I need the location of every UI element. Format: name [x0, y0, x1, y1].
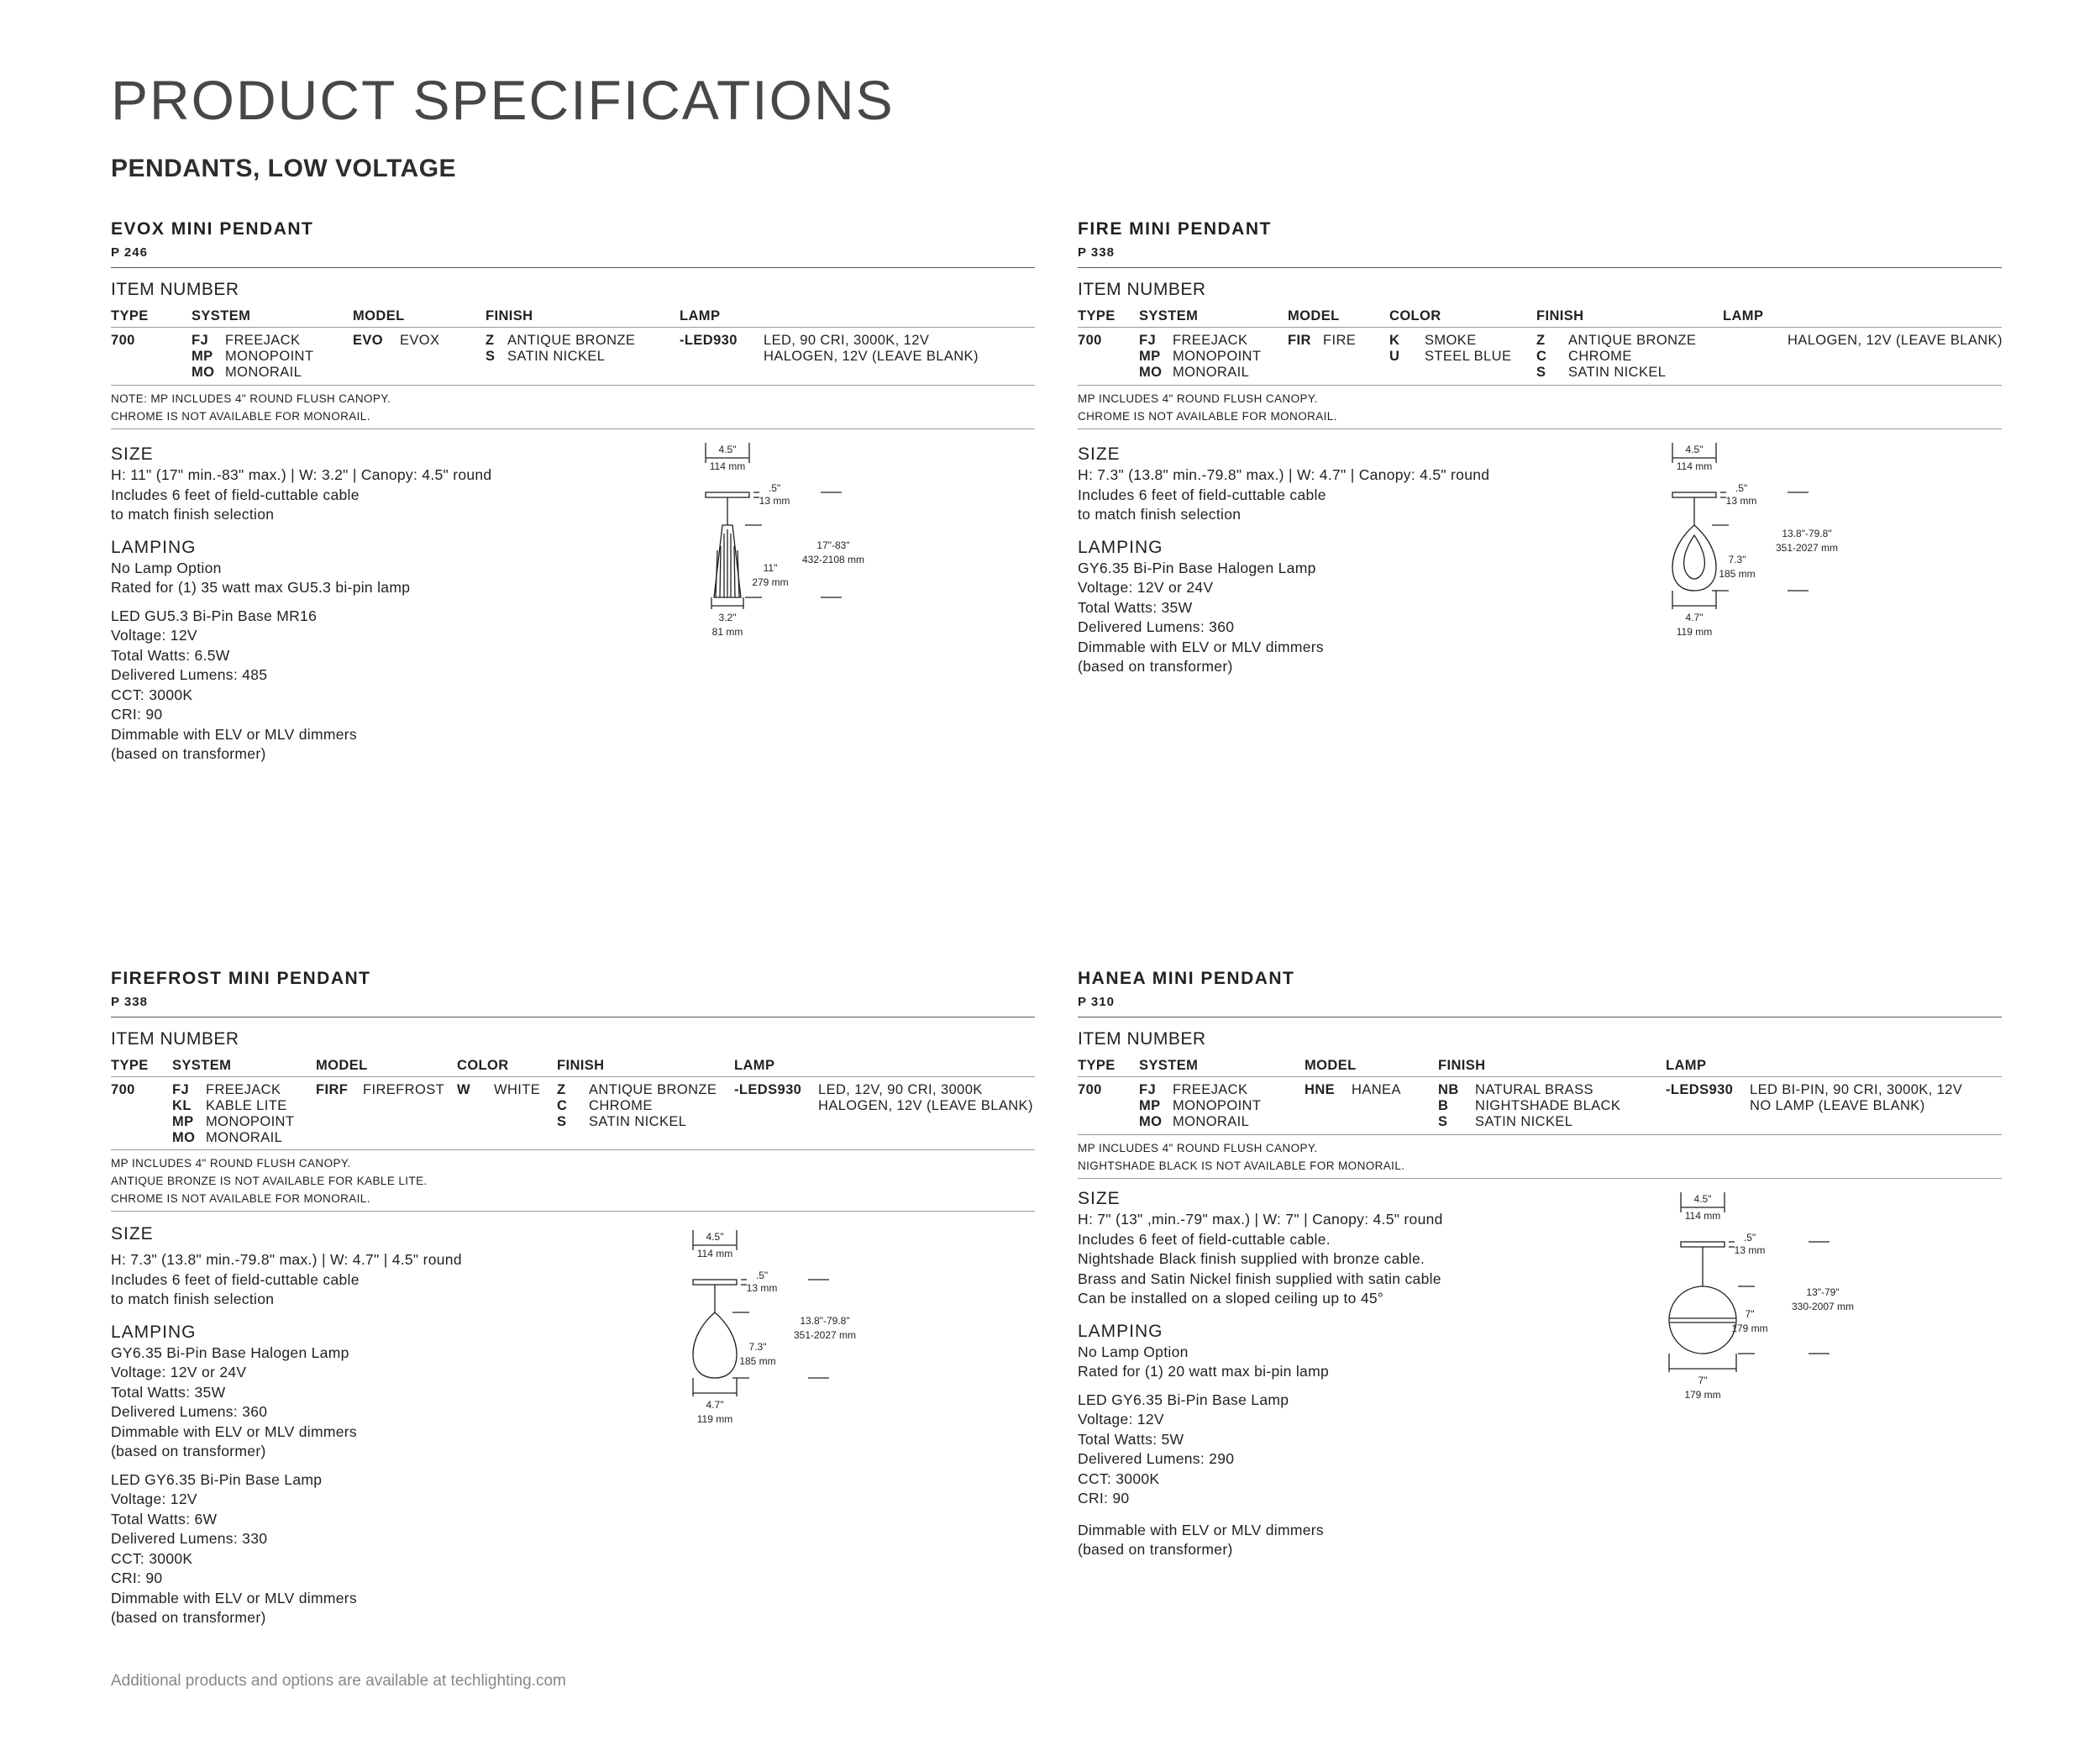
model-option: EVO EVOX	[353, 333, 440, 348]
dim-stem: .5"	[1743, 1232, 1756, 1244]
divider	[1078, 267, 2002, 268]
dim-height: 7.3"	[748, 1341, 767, 1353]
dim-stem-mm: 13 mm	[1734, 1244, 1766, 1256]
dim-canopy: 4.5"	[706, 1231, 724, 1243]
option: W WHITE	[457, 1082, 541, 1097]
header-lamp: LAMP	[734, 1058, 775, 1073]
lamp-options: LED, 12V, 90 CRI, 3000K HALOGEN, 12V (LEAVE BLANK)	[818, 1082, 1033, 1113]
option: C CHROME	[1536, 349, 1632, 364]
spec-table-body	[111, 328, 1035, 386]
dim-stem: .5"	[768, 482, 781, 494]
lamp-code: -LED930	[680, 333, 738, 348]
option: MP MONOPOINT	[1139, 349, 1262, 364]
header-color: COLOR	[1389, 308, 1441, 323]
dim-height-mm: 185 mm	[1719, 568, 1756, 580]
dim-width-mm: 179 mm	[1684, 1389, 1721, 1401]
evox-dimension-drawing	[581, 441, 917, 710]
finish-options	[557, 1082, 717, 1130]
option: C CHROME	[557, 1098, 653, 1113]
product-name: FIRE MINI PENDANT	[1078, 219, 1272, 239]
dim-width: 7"	[1698, 1375, 1708, 1386]
header-model: MODEL	[316, 1058, 368, 1073]
header-type: TYPE	[1078, 308, 1116, 323]
item-number-heading: ITEM NUMBER	[111, 280, 239, 299]
dim-width: 3.2"	[718, 612, 737, 623]
dim-overall: 13.8"-79.8"	[1782, 528, 1832, 539]
type-value: 700	[111, 1082, 135, 1097]
product-info: SIZE H: 7.3" (13.8" min.-79.8" max.) | W: 4.7" | Canopy: 4.5" round Includes 6 feet of field-cuttable cable to match finish selection LAMPING GY6.35 Bi-Pin Base Halogen Lamp Voltage: 12V or 24V Total Watts: 35W Delivered Lumens: 360 Dimmable with ELV or MLV dimmers (based on transformer)	[1078, 444, 1515, 677]
footer-note: Additional products and options are available at techlighting.com	[111, 1672, 566, 1690]
system-options	[172, 1082, 294, 1146]
option: K SMOKE	[1389, 333, 1477, 348]
size-heading: SIZE	[111, 444, 154, 464]
dim-canopy: 4.5"	[1685, 444, 1704, 455]
page-title: PRODUCT SPECIFICATIONS	[111, 69, 895, 131]
lamping-heading: LAMPING	[1078, 537, 1163, 557]
lamp-options: LED, 90 CRI, 3000K, 12V HALOGEN, 12V (LEAVE BLANK)	[764, 333, 979, 364]
lamping-heading: LAMPING	[111, 537, 197, 557]
system-options	[1139, 333, 1261, 381]
option: FJ FREEJACK	[1139, 1082, 1248, 1097]
model-option: FIRF FIREFROST	[316, 1082, 445, 1097]
lamping-heading: LAMPING	[111, 1322, 197, 1342]
dim-overall-mm: 432-2108 mm	[801, 554, 865, 565]
spec-table-body	[111, 1077, 1035, 1150]
spec-notes: NOTE: MP INCLUDES 4" ROUND FLUSH CANOPY. CHROME IS NOT AVAILABLE FOR MONORAIL.	[111, 386, 1035, 429]
dim-canopy-mm: 114 mm	[696, 1248, 733, 1259]
option: FJ FREEJACK	[1139, 333, 1248, 348]
dim-height-mm: 279 mm	[752, 576, 789, 588]
dim-canopy: 4.5"	[1693, 1193, 1712, 1205]
dim-overall-mm: 351-2027 mm	[1775, 542, 1839, 554]
option: MP MONOPOINT	[192, 349, 314, 364]
dim-overall: 17"-83"	[816, 539, 850, 551]
dim-height: 11"	[763, 562, 778, 574]
option: Z ANTIQUE BRONZE	[486, 333, 636, 348]
lamping-heading: LAMPING	[1078, 1321, 1163, 1341]
dim-canopy-mm: 114 mm	[709, 460, 746, 472]
finish-options	[486, 333, 635, 365]
header-color: COLOR	[457, 1058, 509, 1073]
option: FJ FREEJACK	[172, 1082, 281, 1097]
dim-overall-mm: 330-2007 mm	[1791, 1301, 1855, 1312]
dim-stem-mm: 13 mm	[746, 1282, 778, 1294]
divider	[111, 267, 1035, 268]
option: MP MONOPOINT	[1139, 1098, 1262, 1113]
model-option: FIR FIRE	[1288, 333, 1357, 348]
color-options	[1389, 333, 1511, 365]
product-page-code: P 338	[1078, 245, 1115, 260]
header-lamp: LAMP	[680, 308, 721, 323]
product-name: HANEA MINI PENDANT	[1078, 969, 1295, 988]
spec-notes: MP INCLUDES 4" ROUND FLUSH CANOPY. NIGHTSHADE BLACK IS NOT AVAILABLE FOR MONORAIL.	[1078, 1135, 2002, 1179]
dim-stem: .5"	[755, 1270, 769, 1281]
option: Z ANTIQUE BRONZE	[1536, 333, 1697, 348]
item-number-heading: ITEM NUMBER	[1078, 1029, 1206, 1049]
header-finish: FINISH	[557, 1058, 605, 1073]
option: S SATIN NICKEL	[1536, 365, 1667, 380]
header-type: TYPE	[1078, 1058, 1116, 1073]
type-value: 700	[111, 333, 135, 348]
header-system: SYSTEM	[172, 1058, 232, 1073]
header-lamp: LAMP	[1723, 308, 1764, 323]
firefrost-dimension-drawing	[569, 1228, 905, 1447]
header-model: MODEL	[1305, 1058, 1357, 1073]
item-number-heading: ITEM NUMBER	[111, 1029, 239, 1049]
dim-stem-mm: 13 mm	[759, 495, 790, 507]
header-lamp: LAMP	[1666, 1058, 1707, 1073]
spec-table-header	[111, 1054, 1035, 1077]
spec-table-body	[1078, 328, 2002, 386]
hanea-dimension-drawing	[1548, 1191, 1901, 1426]
lamp-options: LED BI-PIN, 90 CRI, 3000K, 12V NO LAMP (LEAVE BLANK)	[1750, 1082, 1963, 1113]
lamp-code: -LEDS930	[1666, 1082, 1734, 1097]
dim-height-mm: 185 mm	[739, 1355, 776, 1367]
option: MO MONORAIL	[192, 365, 302, 380]
header-model: MODEL	[353, 308, 405, 323]
option: S SATIN NICKEL	[557, 1114, 687, 1129]
option: FJ FREEJACK	[192, 333, 301, 348]
finish-options	[1438, 1082, 1620, 1130]
dim-overall: 13"-79"	[1806, 1286, 1840, 1298]
product-page-code: P 338	[111, 995, 148, 1009]
dim-height-mm: 179 mm	[1731, 1322, 1768, 1334]
option: MO MONORAIL	[172, 1130, 283, 1145]
header-finish: FINISH	[1438, 1058, 1486, 1073]
header-model: MODEL	[1288, 308, 1340, 323]
size-heading: SIZE	[1078, 444, 1121, 464]
product-firefrost	[111, 968, 1035, 1626]
spec-table-header	[111, 305, 1035, 328]
option: MO MONORAIL	[1139, 365, 1250, 380]
header-type: TYPE	[111, 1058, 149, 1073]
product-hanea	[1078, 968, 2002, 1558]
product-info: SIZE H: 11" (17" min.-83" max.) | W: 3.2" | Canopy: 4.5" round Includes 6 feet of field-cuttable cable to match finish selection LAMPING No Lamp Option Rated for (1) 35 watt max GU5.3 bi-pin lamp LED GU5.3 Bi-Pin Base MR16 Voltage: 12V Total Watts: 6.5W Delivered Lumens: 485 CCT: 3000K CRI: 90 Dimmable with ELV or MLV dimmers (based on transformer)	[111, 444, 548, 765]
spec-table-header	[1078, 305, 2002, 328]
header-finish: FINISH	[486, 308, 533, 323]
system-options	[192, 333, 313, 381]
dim-width-mm: 81 mm	[711, 626, 743, 638]
option: B NIGHTSHADE BLACK	[1438, 1098, 1621, 1113]
product-info: SIZE H: 7" (13" ,min.-79" max.) | W: 7" | Canopy: 4.5" round Includes 6 feet of field-cuttable cable. Nightshade Black finish supplied with bronze cable. Brass and Satin Nickel finish supplied with satin cable Can be installed on a sloped ceiling up to 45° LAMPING No Lamp Option Rated for (1) 20 watt max bi-pin lamp LED GY6.35 Bi-Pin Base Lamp Voltage: 12V Total Watts: 5W Delivered Lumens: 290 CCT: 3000K CRI: 90 Dimmable with ELV or MLV dimmers (based on transformer)	[1078, 1188, 1515, 1560]
spec-notes: MP INCLUDES 4" ROUND FLUSH CANOPY. CHROME IS NOT AVAILABLE FOR MONORAIL.	[1078, 386, 2002, 429]
finish-options	[1536, 333, 1696, 381]
header-system: SYSTEM	[1139, 308, 1199, 323]
type-value: 700	[1078, 333, 1102, 348]
dim-width-mm: 119 mm	[1676, 626, 1713, 638]
fire-dimension-drawing	[1548, 441, 1884, 660]
lamp-options: HALOGEN, 12V (LEAVE BLANK)	[1788, 333, 2003, 348]
option: KL KABLE LITE	[172, 1098, 287, 1113]
size-heading: SIZE	[1078, 1189, 1121, 1208]
header-system: SYSTEM	[1139, 1058, 1199, 1073]
dim-width-mm: 119 mm	[696, 1413, 733, 1425]
page-subtitle: PENDANTS, LOW VOLTAGE	[111, 155, 457, 182]
dim-width: 4.7"	[706, 1399, 724, 1411]
dim-width: 4.7"	[1685, 612, 1704, 623]
dim-height: 7.3"	[1728, 554, 1746, 565]
dim-overall: 13.8"-79.8"	[800, 1315, 850, 1327]
product-page-code: P 310	[1078, 995, 1115, 1009]
dim-height: 7"	[1745, 1308, 1755, 1320]
option: NB NATURAL BRASS	[1438, 1082, 1593, 1097]
item-number-heading: ITEM NUMBER	[1078, 280, 1206, 299]
option: S SATIN NICKEL	[1438, 1114, 1573, 1129]
option: U STEEL BLUE	[1389, 349, 1512, 364]
lamp-code: -LEDS930	[734, 1082, 802, 1097]
header-system: SYSTEM	[192, 308, 251, 323]
model-option: HNE HANEA	[1305, 1082, 1401, 1097]
option: S SATIN NICKEL	[486, 349, 606, 364]
option: MP MONOPOINT	[172, 1114, 295, 1129]
color-options	[457, 1082, 540, 1098]
product-evox	[111, 218, 1035, 762]
dim-overall-mm: 351-2027 mm	[793, 1329, 857, 1341]
size-heading: SIZE	[111, 1224, 154, 1244]
product-fire	[1078, 218, 2003, 675]
system-options	[1139, 1082, 1261, 1130]
dim-stem: .5"	[1735, 482, 1748, 494]
spec-table-header	[1078, 1054, 2002, 1077]
product-page-code: P 246	[111, 245, 148, 260]
product-name: FIREFROST MINI PENDANT	[111, 969, 371, 988]
dim-canopy-mm: 114 mm	[1676, 460, 1713, 472]
dim-canopy-mm: 114 mm	[1684, 1210, 1721, 1222]
dim-canopy: 4.5"	[718, 444, 737, 455]
option: MO MONORAIL	[1139, 1114, 1250, 1129]
dim-stem-mm: 13 mm	[1725, 495, 1757, 507]
product-name: EVOX MINI PENDANT	[111, 219, 314, 239]
spec-table-body	[1078, 1077, 2002, 1135]
option: Z ANTIQUE BRONZE	[557, 1082, 717, 1097]
header-finish: FINISH	[1536, 308, 1584, 323]
header-type: TYPE	[111, 308, 149, 323]
product-info: SIZE H: 7.3" (13.8" min.-79.8" max.) | W: 4.7" | 4.5" round Includes 6 feet of field-cuttable cable to match finish selection LAMPING GY6.35 Bi-Pin Base Halogen Lamp Voltage: 12V or 24V Total Watts: 35W Delivered Lumens: 360 Dimmable with ELV or MLV dimmers (based on transformer) LED GY6.35 Bi-Pin Base Lamp Voltage: 12V Total Watts: 6W Delivered Lumens: 330 CCT: 3000K CRI: 90 Dimmable with ELV or MLV dimmers (based on transformer)	[111, 1223, 548, 1628]
spec-notes: MP INCLUDES 4" ROUND FLUSH CANOPY. ANTIQUE BRONZE IS NOT AVAILABLE FOR KABLE LITE. CHROME IS NOT AVAILABLE FOR MONORAIL.	[111, 1150, 1035, 1212]
type-value: 700	[1078, 1082, 1102, 1097]
